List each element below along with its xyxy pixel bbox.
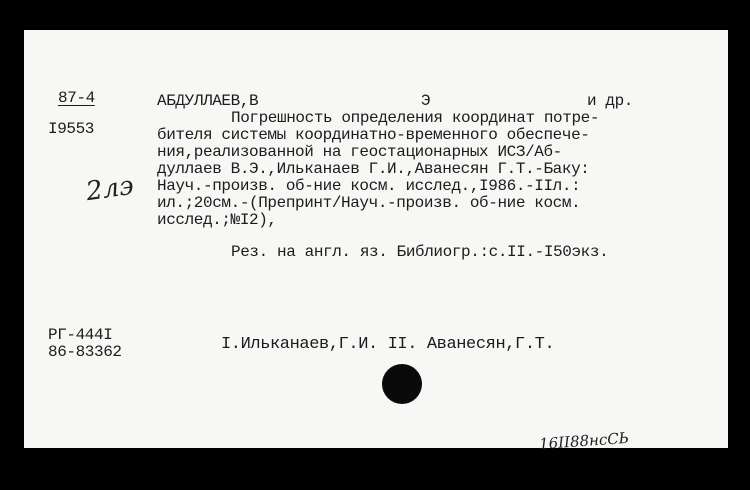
body-line-5: Науч.-произв. об-ние косм. исслед.,I986.-IIл.: xyxy=(157,177,581,195)
code-2: 86-83362 xyxy=(48,343,122,361)
code-1: РГ-444I xyxy=(48,326,113,344)
body-line-6: ил.;20см.-(Препринт/Науч.-произв. об-ние косм. xyxy=(157,194,581,212)
body-line-3: ния,реализованной на геостационарных ИСЗ/Аб- xyxy=(157,143,562,161)
author-heading: АБДУЛЛАЕВ,В xyxy=(157,92,259,110)
body-line-1: Погрешность определения координат потре- xyxy=(231,109,600,127)
call-number-bottom: I9553 xyxy=(48,120,95,138)
summary-line: Рез. на англ. яз. Библиогр.:с.II.-I50экз. xyxy=(231,243,609,261)
body-line-2: бителя системы координатно-временного обеспече- xyxy=(157,126,590,144)
heading-et-al: и др. xyxy=(587,92,634,110)
heading-initial: Э xyxy=(421,92,431,110)
call-number-top: 87-4 xyxy=(58,89,95,107)
handwritten-mark: 2лэ xyxy=(84,170,136,208)
punch-hole xyxy=(382,364,422,404)
body-line-4: дуллаев В.Э.,Ильканаев Г.И.,Аванесян Г.Т.-Баку: xyxy=(157,160,590,178)
body-line-7: исслед.;№I2), xyxy=(157,211,277,229)
catalog-card xyxy=(24,30,728,454)
handwritten-bottom: 16II88нсСЬ xyxy=(538,428,630,454)
tracings: I.Ильканаев,Г.И. II. Аванесян,Г.Т. xyxy=(221,335,555,354)
